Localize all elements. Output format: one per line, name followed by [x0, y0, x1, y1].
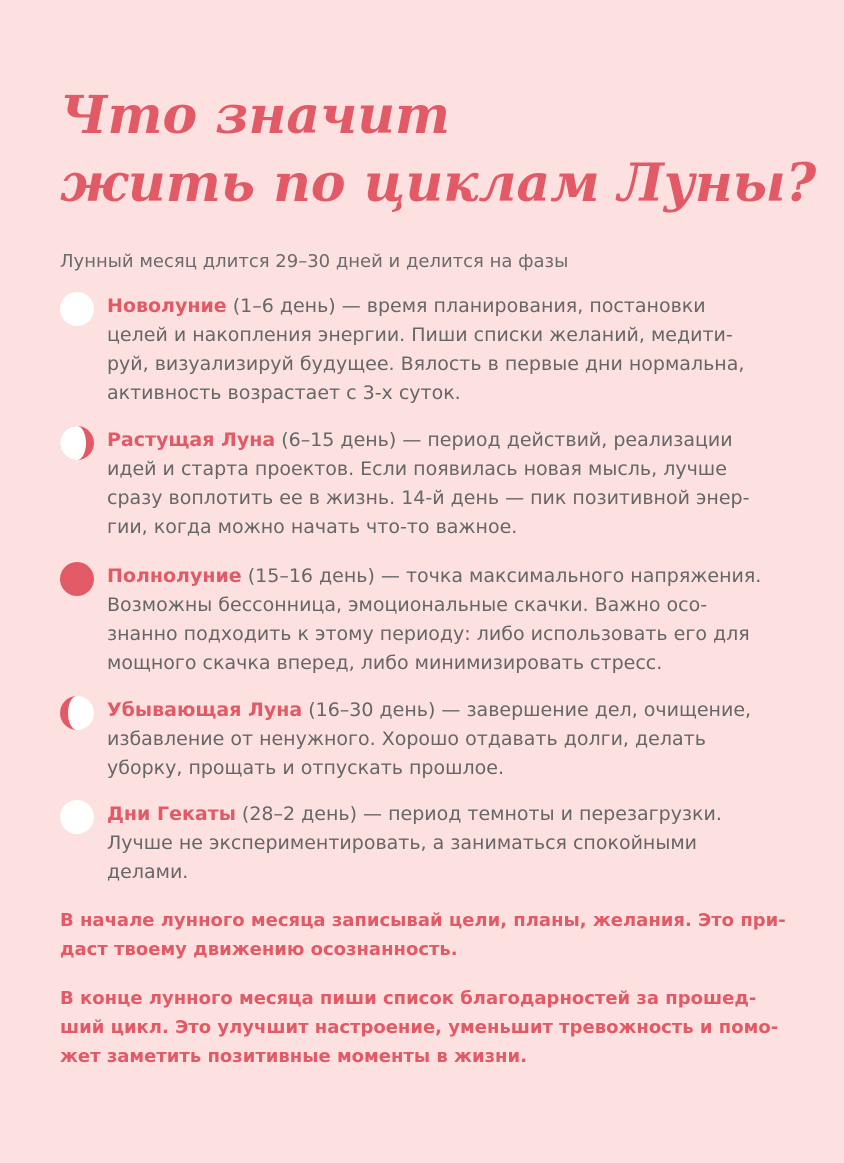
phase-name: Убывающая Луна: [107, 699, 303, 721]
note-start-of-month: В начале лунного месяца записывай цели, планы, желания. Это при- даст твоему движению осознанность.: [60, 910, 786, 960]
hecate-days-icon: [60, 800, 94, 834]
phase-text: Растущая Луна (6–15 день) — период действий, реализации идей и старта проектов. Если появилась новая мысль, лучше сразу воплотить ее в жизнь. 14-й день — пик позитивной энер- гии, когда можно начать что-то важное.: [107, 429, 750, 538]
waxing-moon-icon: [60, 426, 94, 460]
phase-name: Полнолуние: [107, 565, 242, 587]
phase-waxing-moon: [60, 426, 760, 542]
phase-text: Полнолуние (15–16 день) — точка максимального напряжения. Возможны бессонница, эмоциональные скачки. Важно осо- знанно подходить к этому периоду: либо использовать его для мощного скачка вперед, либо минимизировать стресс.: [107, 565, 762, 674]
phase-new-moon: [60, 292, 760, 408]
intro-text: Лунный месяц длится 29–30 дней и делится на фазы: [60, 251, 569, 272]
title-line-2: жить по циклам Луны?: [60, 153, 817, 214]
waning-moon-icon: [60, 696, 94, 730]
new-moon-icon: [60, 292, 94, 326]
phase-text: Новолуние (1–6 день) — время планирования, постановки целей и накопления энергии. Пиши списки желаний, медити- руй, визуализируй будущее. Вялость в первые дни нормальна, активность возрастает с 3-х суток.: [107, 295, 745, 404]
full-moon-icon: [60, 562, 94, 596]
phase-name: Растущая Луна: [107, 429, 276, 451]
note-end-of-month: В конце лунного месяца пиши список благодарностей за прошед- ший цикл. Это улучшит настроение, уменьшит тревожность и помо- жет заметить позитивные моменты в жизни.: [60, 988, 779, 1067]
phase-text: Дни Гекаты (28–2 день) — период темноты и перезагрузки. Лучше не экспериментировать, а заниматься спокойными делами.: [107, 803, 722, 883]
phase-text: Убывающая Луна (16–30 день) — завершение дел, очищение, избавление от ненужного. Хорошо отдавать долги, делать уборку, прощать и отпускать прошлое.: [107, 699, 752, 779]
phase-name: Дни Гекаты: [107, 803, 236, 825]
phase-waning-moon: [60, 696, 760, 783]
phase-name: Новолуние: [107, 295, 227, 317]
page-title: [60, 82, 816, 218]
title-line-1: Что значит: [60, 85, 451, 146]
phase-hecate-days: [60, 800, 760, 887]
phase-full-moon: [60, 562, 760, 678]
